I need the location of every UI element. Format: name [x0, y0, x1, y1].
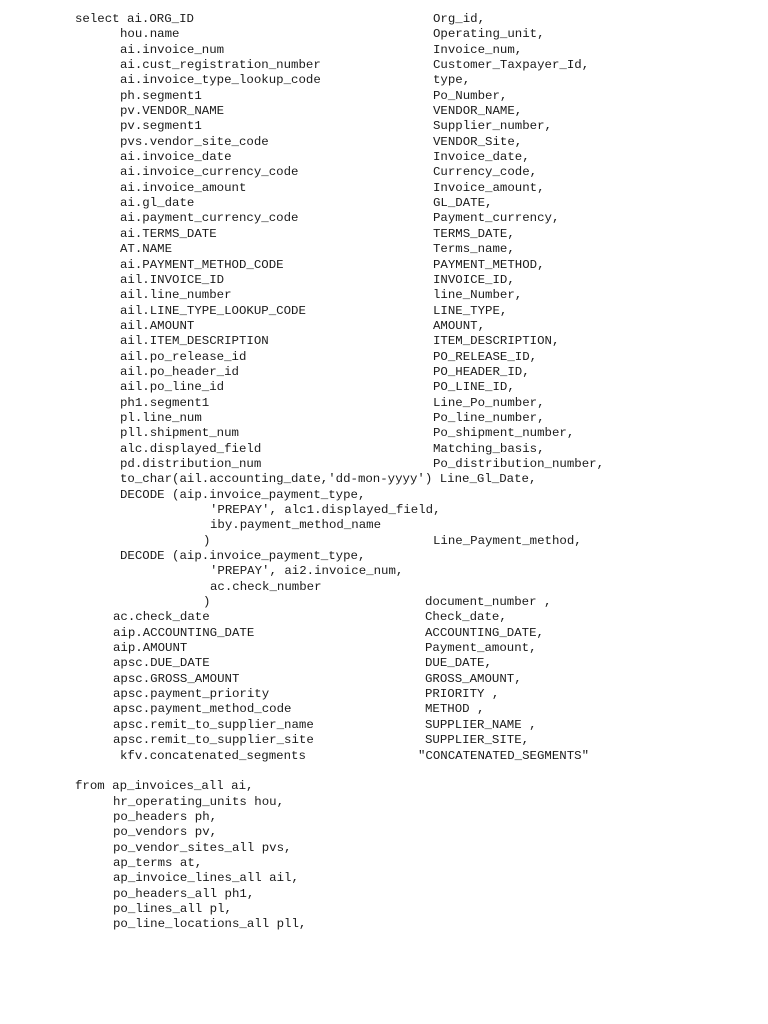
code-expression: DECODE (aip.invoice_payment_type,: [120, 549, 366, 564]
code-expression: po_vendor_sites_all pvs,: [113, 840, 292, 855]
code-alias: Customer_Taxpayer_Id,: [433, 58, 590, 73]
code-expression: 'PREPAY', alc1.displayed_field,: [210, 503, 441, 517]
code-alias: Operating_unit,: [433, 27, 545, 42]
code-alias: Po_Number,: [433, 88, 508, 103]
code-expression: po_lines_all pl,: [113, 901, 232, 916]
code-expression: ): [203, 595, 211, 610]
code-expression: DECODE (aip.invoice_payment_type,: [120, 487, 366, 502]
code-alias: Invoice_num,: [433, 42, 523, 57]
code-expression: ): [203, 533, 211, 548]
code-alias: Supplier_number,: [433, 119, 552, 134]
code-alias: document_number ,: [425, 595, 552, 610]
code-expression: ap_invoice_lines_all ail,: [113, 871, 299, 886]
code-expression: ai.invoice_amount: [120, 180, 247, 195]
code-expression: ph.segment1: [120, 88, 202, 103]
code-alias: Po_line_number,: [433, 410, 545, 425]
code-expression: pl.line_num: [120, 410, 202, 425]
code-expression: po_line_locations_all pll,: [113, 917, 307, 932]
code-expression: AT.NAME: [120, 242, 173, 257]
code-expression: ail.po_header_id: [120, 364, 239, 379]
code-alias: PO_RELEASE_ID,: [433, 349, 538, 364]
code-alias: Terms_name,: [433, 242, 515, 257]
code-alias: Matching_basis,: [433, 441, 545, 456]
code-expression: apsc.payment_method_code: [113, 702, 292, 717]
code-expression: select ai.ORG_ID: [75, 12, 194, 26]
code-expression: ph1.segment1: [120, 395, 210, 410]
code-alias: "CONCATENATED_SEGMENTS": [418, 748, 590, 763]
code-expression: ail.po_release_id: [120, 349, 247, 364]
code-alias: Check_date,: [425, 610, 507, 625]
code-expression: from ap_invoices_all ai,: [75, 779, 254, 794]
code-expression: po_headers ph,: [113, 809, 218, 824]
code-expression: ai.invoice_num: [120, 42, 225, 57]
code-alias: AMOUNT,: [433, 318, 486, 333]
code-expression: hr_operating_units hou,: [113, 794, 285, 809]
code-alias: PAYMENT_METHOD,: [433, 257, 545, 272]
code-expression: ail.po_line_id: [120, 380, 225, 395]
code-expression: ai.payment_currency_code: [120, 211, 299, 226]
code-alias: line_Number,: [433, 288, 523, 303]
code-expression: pv.VENDOR_NAME: [120, 104, 225, 119]
code-alias: Po_distribution_number,: [433, 456, 605, 471]
code-alias: LINE_TYPE,: [433, 303, 508, 318]
code-alias: Payment_amount,: [425, 641, 537, 656]
code-alias: GROSS_AMOUNT,: [425, 671, 522, 686]
code-expression: apsc.remit_to_supplier_name: [113, 717, 314, 732]
code-alias: ITEM_DESCRIPTION,: [433, 334, 560, 349]
code-expression: ail.LINE_TYPE_LOOKUP_CODE: [120, 303, 306, 318]
code-alias: VENDOR_Site,: [433, 134, 523, 149]
code-expression: aip.ACCOUNTING_DATE: [113, 625, 255, 640]
code-expression: hou.name: [120, 27, 180, 42]
code-expression: 'PREPAY', ai2.invoice_num,: [210, 564, 404, 579]
code-alias: Org_id,: [433, 12, 486, 26]
code-expression: ai.invoice_type_lookup_code: [120, 73, 321, 88]
code-expression: kfv.concatenated_segments: [120, 748, 306, 763]
code-alias: PO_HEADER_ID,: [433, 364, 530, 379]
code-expression: ai.invoice_currency_code: [120, 165, 299, 180]
code-expression: apsc.GROSS_AMOUNT: [113, 671, 240, 686]
code-expression: pv.segment1: [120, 119, 202, 134]
code-expression: ai.cust_registration_number: [120, 58, 321, 73]
code-alias: PO_LINE_ID,: [433, 380, 515, 395]
code-alias: Line_Po_number,: [433, 395, 545, 410]
code-alias: Currency_code,: [433, 165, 538, 180]
code-expression: pd.distribution_num: [120, 456, 262, 471]
code-expression: pvs.vendor_site_code: [120, 134, 269, 149]
code-alias: PRIORITY ,: [425, 687, 500, 702]
code-expression: ail.line_number: [120, 288, 232, 303]
code-expression: alc.displayed_field: [120, 441, 262, 456]
code-alias: Invoice_date,: [433, 150, 530, 165]
code-alias: SUPPLIER_NAME ,: [425, 717, 537, 732]
code-expression: ail.AMOUNT: [120, 318, 195, 333]
code-expression: apsc.payment_priority: [113, 687, 270, 702]
code-alias: Line_Payment_method,: [433, 533, 582, 548]
code-alias: DUE_DATE,: [425, 656, 492, 671]
code-alias: TERMS_DATE,: [433, 226, 515, 241]
code-alias: METHOD ,: [425, 702, 485, 717]
code-expression: po_vendors pv,: [113, 825, 218, 840]
code-expression: ail.ITEM_DESCRIPTION: [120, 334, 269, 349]
code-expression: iby.payment_method_name: [210, 518, 382, 533]
code-expression: ac.check_number: [210, 579, 322, 594]
code-expression: po_headers_all ph1,: [113, 886, 255, 901]
code-expression: ai.PAYMENT_METHOD_CODE: [120, 257, 284, 272]
code-expression: ai.TERMS_DATE: [120, 226, 217, 241]
code-expression: pll.shipment_num: [120, 426, 239, 441]
code-expression: aip.AMOUNT: [113, 641, 188, 656]
code-alias: INVOICE_ID,: [433, 272, 515, 287]
code-alias: SUPPLIER_SITE,: [425, 733, 530, 748]
code-expression: ai.gl_date: [120, 196, 195, 211]
code-alias: Payment_currency,: [433, 211, 560, 226]
code-expression: apsc.remit_to_supplier_site: [113, 733, 314, 748]
code-alias: Po_shipment_number,: [433, 426, 575, 441]
code-expression: to_char(ail.accounting_date,'dd-mon-yyyy') Line_Gl_Date,: [120, 472, 537, 487]
code-alias: ACCOUNTING_DATE,: [425, 625, 544, 640]
code-expression: ap_terms at,: [113, 855, 203, 870]
code-expression: ai.invoice_date: [120, 150, 232, 165]
code-alias: Invoice_amount,: [433, 180, 545, 195]
code-alias: GL_DATE,: [433, 196, 493, 211]
code-expression: ac.check_date: [113, 610, 210, 625]
code-expression: apsc.DUE_DATE: [113, 656, 210, 671]
code-alias: VENDOR_NAME,: [433, 104, 523, 119]
code-expression: ail.INVOICE_ID: [120, 272, 225, 287]
code-alias: type,: [433, 73, 471, 88]
